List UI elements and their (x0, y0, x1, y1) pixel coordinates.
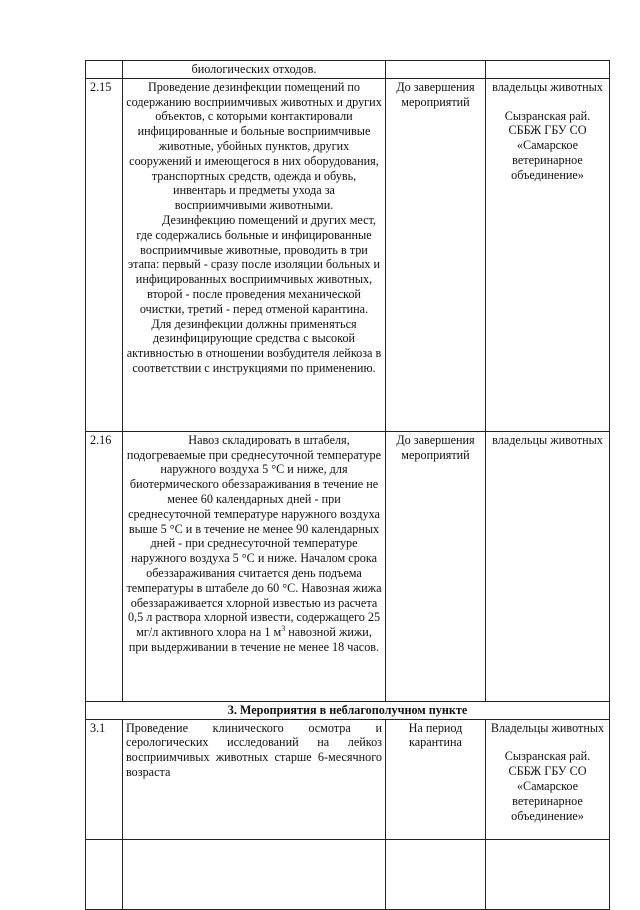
paragraph: Проведение дезинфекции помещений по содержанию восприимчивых животных и других объектов, с которыми контактировали инфицированные и больные восприимчивые животные, убойных пунктов, других сооружений и имеющегося в них оборудования, транспортных средств, одежда и обувь, инвентарь и предметы ухода за восприимчивыми животными. (126, 79, 382, 213)
responsible-vet: Сызранская рай. СББЖ ГБУ СО «Самарское ветеринарное объединение» (504, 108, 591, 182)
row-number: 3.1 (86, 719, 123, 839)
superscript: 3 (281, 624, 286, 634)
term-cell (386, 61, 486, 79)
responsible-cell (486, 839, 610, 909)
responsible-cell: владельцы животных (486, 431, 610, 701)
table-row (86, 61, 610, 79)
measure-text (123, 78, 386, 431)
responsible-cell (486, 719, 610, 839)
table-row (86, 431, 610, 701)
section-row (86, 701, 610, 719)
paragraph: Дезинфекцию помещений и других мест, где содержались больные и инфицированные восприимчивые животные, проводить в три этапа: первый - сразу после изоляции больных и инфицированных восприимчивых животных, второй - после проведения механической очистки, третий - перед отменой карантина. (127, 212, 381, 316)
measure-text (123, 839, 386, 909)
responsible-cell (486, 78, 610, 431)
continued-text: биологических отходов. (191, 62, 317, 76)
paragraph: Навоз складировать в штабеля, подогреваемые при среднесуточной температуре наружного воздуха 5 °С и ниже, для биотермического обеззараживания в течение не менее 60 календарных дней - при среднесуточной температуре наружного воздуха выше 5 °С и в течение не менее 90 календарных дней - при среднесуточной температуре наружного воздуха 5 °С и ниже. Началом срока обеззараживания считается день подъема температуры в штабеле до 60 °С. Навозная жижа обеззараживается хлорной известью из расчета 0,5 л раствора хлорной извести, содержащего 25 мг/л активного хлора на 1 м (126, 432, 382, 640)
term-cell (386, 839, 486, 909)
row-number (86, 61, 123, 79)
measures-table (85, 60, 610, 910)
section-title: 3. Мероприятия в неблагополучном пункте (86, 701, 610, 719)
table-row (86, 719, 610, 839)
row-number (86, 839, 123, 909)
responsible-owners: Владельцы животных (490, 720, 605, 735)
measure-text: Проведение клинического осмотра и серологических исследований на лейкоз восприимчивых животных старше 6-месячного возраста (123, 719, 386, 839)
responsible-cell (486, 61, 610, 79)
row-number: 2.16 (86, 431, 123, 701)
responsible-vet: Сызранская рай. СББЖ ГБУ СО «Самарское ветеринарное объединение» (504, 749, 591, 823)
measure-text (123, 61, 386, 79)
term-cell: До завершения мероприятий (386, 78, 486, 431)
measure-text (123, 431, 386, 701)
table-row (86, 839, 610, 909)
responsible-owners: владельцы животных (492, 79, 603, 94)
row-number: 2.15 (86, 78, 123, 431)
term-cell: До завершения мероприятий (386, 431, 486, 701)
paragraph-end: навозной жижи, при выдерживании в течение не менее 18 часов. (128, 625, 380, 654)
term-cell: На период карантина (386, 719, 486, 839)
table-row (86, 78, 610, 431)
paragraph: Для дезинфекции должны применяться дезинфицирующие средства с высокой активностью в отношении возбудителя лейкоза в соответствии с инструкциями по применению. (126, 316, 382, 375)
